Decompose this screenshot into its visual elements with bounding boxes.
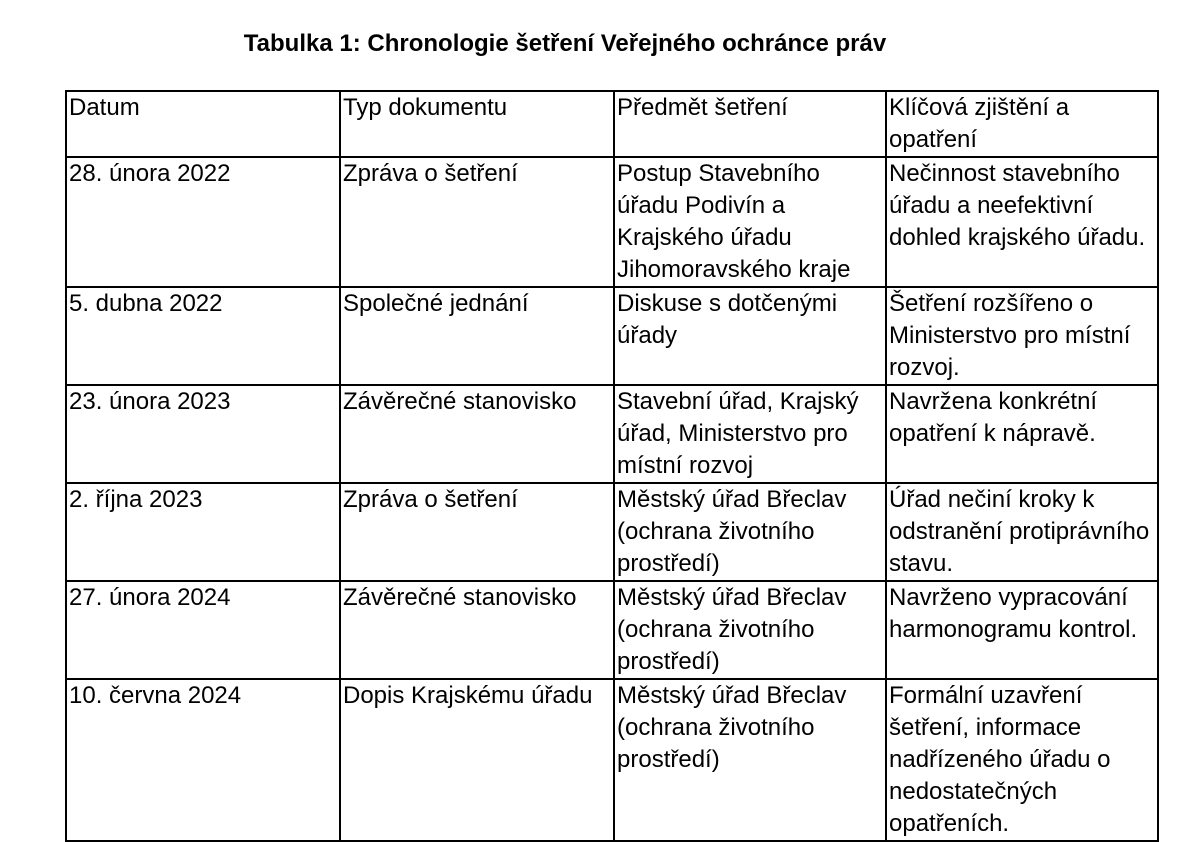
table-header-row [66,91,1158,157]
cell-doc-type: Společné jednání [340,287,614,385]
cell-findings: Navrženo vypracování harmonogramu kontrol. [886,581,1158,679]
cell-date: 27. února 2024 [66,581,340,679]
cell-subject: Městský úřad Břeclav (ochrana životního prostředí) [614,581,886,679]
cell-date: 28. února 2022 [66,157,340,287]
cell-findings: Šetření rozšířeno o Ministerstvo pro místní rozvoj. [886,287,1158,385]
table-row [66,679,1158,841]
cell-findings: Nečinnost stavebního úřadu a neefektivní dohled krajského úřadu. [886,157,1158,287]
cell-date: 23. února 2023 [66,385,340,483]
cell-doc-type: Zpráva o šetření [340,483,614,581]
table-row [66,287,1158,385]
cell-date: 2. října 2023 [66,483,340,581]
cell-findings: Úřad nečiní kroky k odstranění protiprávního stavu. [886,483,1158,581]
cell-subject: Městský úřad Břeclav (ochrana životního prostředí) [614,483,886,581]
table-title: Tabulka 1: Chronologie šetření Veřejného ochránce práv [243,30,887,57]
chronology-table [65,90,1159,842]
cell-date: 10. června 2024 [66,679,340,841]
cell-date: 5. dubna 2022 [66,287,340,385]
cell-subject: Postup Stavebního úřadu Podivín a Krajského úřadu Jihomoravského kraje [614,157,886,287]
table-row [66,483,1158,581]
header-date: Datum [66,91,340,157]
table-row [66,157,1158,287]
cell-subject: Městský úřad Břeclav (ochrana životního prostředí) [614,679,886,841]
header-doc-type: Typ dokumentu [340,91,614,157]
cell-findings: Navržena konkrétní opatření k nápravě. [886,385,1158,483]
cell-doc-type: Zpráva o šetření [340,157,614,287]
header-subject: Předmět šetření [614,91,886,157]
header-findings: Klíčová zjištění a opatření [886,91,1158,157]
cell-subject: Diskuse s dotčenými úřady [614,287,886,385]
cell-doc-type: Závěrečné stanovisko [340,581,614,679]
table-row [66,385,1158,483]
cell-doc-type: Dopis Krajskému úřadu [340,679,614,841]
cell-findings: Formální uzavření šetření, informace nadřízeného úřadu o nedostatečných opatřeních. [886,679,1158,841]
table-row [66,581,1158,679]
cell-doc-type: Závěrečné stanovisko [340,385,614,483]
cell-subject: Stavební úřad, Krajský úřad, Ministerstvo pro místní rozvoj [614,385,886,483]
